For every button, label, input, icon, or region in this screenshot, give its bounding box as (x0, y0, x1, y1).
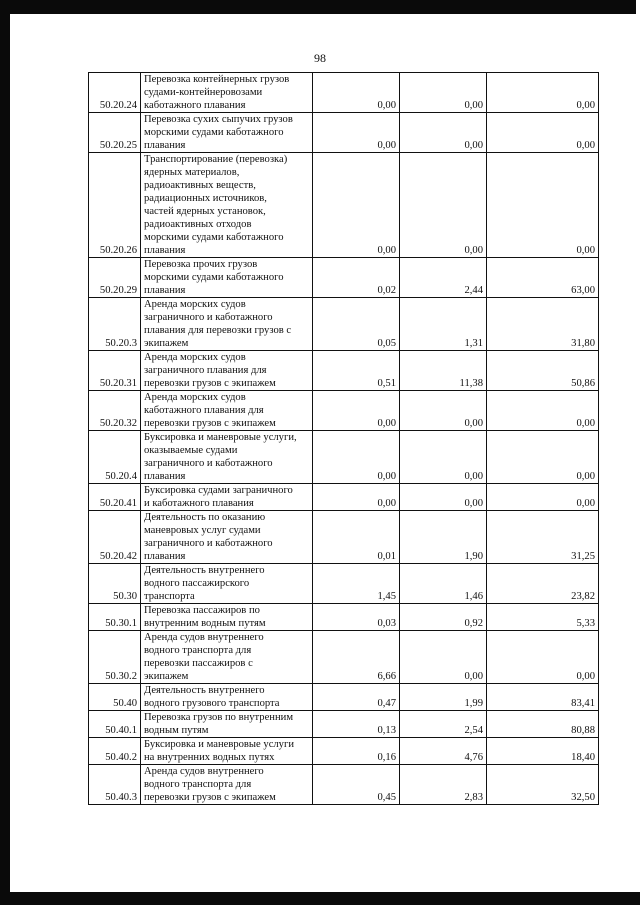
table-row (89, 258, 599, 298)
row-code: 50.20.31 (99, 378, 137, 389)
row-code: 50.40 (113, 698, 137, 709)
row-value-1-cell (313, 564, 400, 604)
row-value-1-cell (313, 484, 400, 511)
row-name-cell (141, 484, 313, 511)
scan-border-top (8, 0, 636, 14)
row-value-3: 32,50 (571, 792, 595, 803)
row-value-1-cell (313, 73, 400, 113)
row-value-2-cell (400, 711, 487, 738)
row-value-2: 1,31 (464, 338, 483, 349)
row-value-3: 63,00 (571, 285, 595, 296)
row-code-cell (89, 391, 141, 431)
row-code: 50.20.3 (105, 338, 137, 349)
row-code-cell (89, 511, 141, 564)
row-value-3: 0,00 (576, 471, 595, 482)
row-code: 50.20.41 (99, 498, 137, 509)
data-table (88, 72, 599, 805)
row-value-2: 1,46 (464, 591, 483, 602)
row-value-3-cell (487, 113, 599, 153)
row-value-2: 2,54 (464, 725, 483, 736)
row-name: Транспортирование (перевозка) ядерных материалов, радиоактивных веществ, радиационных источников, частей ядерных установок, радиоактивных отходов морскими судами каботажного плавания (144, 154, 288, 256)
row-value-3-cell (487, 564, 599, 604)
row-value-1: 0,47 (377, 698, 396, 709)
row-value-3-cell (487, 258, 599, 298)
row-name-cell (141, 684, 313, 711)
row-code: 50.30.1 (105, 618, 137, 629)
row-code-cell (89, 258, 141, 298)
row-value-3: 31,80 (571, 338, 595, 349)
row-name: Аренда судов внутреннего водного транспорта для перевозки пассажиров с экипажем (144, 632, 264, 682)
table-row (89, 153, 599, 258)
row-value-1-cell (313, 258, 400, 298)
row-name-cell (141, 73, 313, 113)
row-value-2: 0,00 (464, 245, 483, 256)
row-value-3-cell (487, 604, 599, 631)
table-row (89, 431, 599, 484)
row-value-1: 0,51 (377, 378, 396, 389)
table-row (89, 631, 599, 684)
row-name: Аренда судов внутреннего водного транспорта для перевозки грузов с экипажем (144, 766, 276, 803)
row-value-2-cell (400, 631, 487, 684)
row-value-3-cell (487, 431, 599, 484)
row-value-1: 0,45 (377, 792, 396, 803)
row-value-1-cell (313, 511, 400, 564)
row-value-3: 23,82 (571, 591, 595, 602)
row-name-cell (141, 431, 313, 484)
row-name-cell (141, 511, 313, 564)
row-name-cell (141, 391, 313, 431)
row-value-3-cell (487, 298, 599, 351)
row-value-3: 0,00 (576, 498, 595, 509)
row-value-3: 0,00 (576, 245, 595, 256)
table-row (89, 738, 599, 765)
table-row (89, 298, 599, 351)
row-value-2: 0,00 (464, 671, 483, 682)
row-value-2: 0,00 (464, 471, 483, 482)
row-value-1: 6,66 (377, 671, 396, 682)
row-name-cell (141, 604, 313, 631)
row-value-2-cell (400, 738, 487, 765)
row-name: Перевозка пассажиров по внутренним водным путям (144, 605, 266, 629)
row-name-cell (141, 351, 313, 391)
table-row (89, 711, 599, 738)
row-value-3: 31,25 (571, 551, 595, 562)
row-name-cell (141, 711, 313, 738)
row-value-1: 0,13 (377, 725, 396, 736)
row-value-2: 4,76 (464, 752, 483, 763)
row-value-3-cell (487, 711, 599, 738)
row-value-2-cell (400, 564, 487, 604)
row-value-2-cell (400, 351, 487, 391)
row-code: 50.20.29 (99, 285, 137, 296)
row-name: Деятельность внутреннего водного пассажирского транспорта (144, 565, 265, 602)
row-value-1: 0,05 (377, 338, 396, 349)
table-row (89, 484, 599, 511)
row-name-cell (141, 738, 313, 765)
row-code: 50.40.3 (105, 792, 137, 803)
row-value-1: 0,03 (377, 618, 396, 629)
row-code-cell (89, 738, 141, 765)
row-value-2: 0,00 (464, 498, 483, 509)
row-value-3: 0,00 (576, 140, 595, 151)
row-name: Деятельность внутреннего водного грузового транспорта (144, 685, 280, 709)
row-name: Перевозка грузов по внутренним водным путям (144, 712, 294, 736)
row-code-cell (89, 153, 141, 258)
row-value-2: 1,99 (464, 698, 483, 709)
row-value-2: 0,00 (464, 100, 483, 111)
row-value-1: 1,45 (377, 591, 396, 602)
table-row (89, 511, 599, 564)
row-value-2-cell (400, 73, 487, 113)
row-name: Аренда морских судов каботажного плавания для перевозки грузов с экипажем (144, 392, 276, 429)
table-row (89, 391, 599, 431)
row-value-1-cell (313, 738, 400, 765)
row-value-2-cell (400, 431, 487, 484)
row-value-3: 83,41 (571, 698, 595, 709)
row-value-2-cell (400, 511, 487, 564)
row-value-1: 0,16 (377, 752, 396, 763)
row-value-3-cell (487, 153, 599, 258)
row-value-2-cell (400, 684, 487, 711)
row-value-1-cell (313, 113, 400, 153)
row-value-2-cell (400, 484, 487, 511)
row-value-2-cell (400, 765, 487, 805)
row-name-cell (141, 298, 313, 351)
table-row (89, 351, 599, 391)
row-code-cell (89, 684, 141, 711)
row-code-cell (89, 351, 141, 391)
row-code-cell (89, 711, 141, 738)
row-value-1-cell (313, 298, 400, 351)
row-value-2-cell (400, 391, 487, 431)
row-value-1: 0,00 (377, 245, 396, 256)
row-value-2: 0,00 (464, 140, 483, 151)
row-value-3-cell (487, 484, 599, 511)
row-value-3-cell (487, 738, 599, 765)
row-value-3: 0,00 (576, 100, 595, 111)
row-value-2: 1,90 (464, 551, 483, 562)
row-value-3-cell (487, 765, 599, 805)
row-code: 50.20.26 (99, 245, 137, 256)
row-name: Аренда морских судов заграничного плавания для перевозки грузов с экипажем (144, 352, 276, 389)
table-row (89, 113, 599, 153)
row-name-cell (141, 258, 313, 298)
row-name-cell (141, 113, 313, 153)
row-value-2: 11,38 (459, 378, 483, 389)
row-value-3-cell (487, 73, 599, 113)
row-value-1: 0,00 (377, 471, 396, 482)
row-code-cell (89, 484, 141, 511)
row-value-3: 18,40 (571, 752, 595, 763)
row-code-cell (89, 564, 141, 604)
row-code-cell (89, 298, 141, 351)
row-code-cell (89, 431, 141, 484)
table-row (89, 684, 599, 711)
row-code: 50.20.32 (99, 418, 137, 429)
row-code-cell (89, 113, 141, 153)
row-value-1: 0,01 (377, 551, 396, 562)
row-value-1-cell (313, 351, 400, 391)
table-row (89, 765, 599, 805)
row-value-1: 0,00 (377, 140, 396, 151)
scan-border-left (0, 0, 10, 905)
row-value-1-cell (313, 153, 400, 258)
row-name: Буксировка и маневровые услуги на внутренних водных путях (144, 739, 294, 763)
row-value-3-cell (487, 391, 599, 431)
row-value-1: 0,02 (377, 285, 396, 296)
row-value-1-cell (313, 431, 400, 484)
row-code-cell (89, 631, 141, 684)
row-code: 50.20.42 (99, 551, 137, 562)
row-value-3: 0,00 (576, 418, 595, 429)
row-value-1: 0,00 (377, 418, 396, 429)
table-row (89, 564, 599, 604)
row-code: 50.20.24 (99, 100, 137, 111)
row-code: 50.30.2 (105, 671, 137, 682)
row-value-2-cell (400, 298, 487, 351)
table-row (89, 604, 599, 631)
row-name: Буксировка и маневровые услуги, оказываемые судами заграничного и каботажного плавания (144, 432, 297, 482)
row-value-2: 2,44 (464, 285, 483, 296)
row-value-1-cell (313, 684, 400, 711)
row-value-2: 2,83 (464, 792, 483, 803)
row-value-1-cell (313, 631, 400, 684)
row-value-1-cell (313, 604, 400, 631)
row-value-3: 80,88 (571, 725, 595, 736)
row-name: Перевозка контейнерных грузов судами-контейнеровозами каботажного плавания (144, 74, 290, 111)
row-name-cell (141, 564, 313, 604)
row-value-2-cell (400, 604, 487, 631)
row-value-2: 0,92 (464, 618, 483, 629)
row-code: 50.40.1 (105, 725, 137, 736)
row-code: 50.30 (113, 591, 137, 602)
row-value-2-cell (400, 258, 487, 298)
row-name: Буксировка судами заграничного и каботажного плавания (144, 485, 293, 509)
row-value-1-cell (313, 765, 400, 805)
row-code: 50.20.4 (105, 471, 137, 482)
row-value-1-cell (313, 391, 400, 431)
page-number: 98 (314, 51, 326, 65)
row-value-2-cell (400, 113, 487, 153)
row-name: Деятельность по оказанию маневровых услуг судами заграничного и каботажного плавания (144, 512, 273, 562)
row-value-1: 0,00 (377, 498, 396, 509)
row-value-1-cell (313, 711, 400, 738)
row-value-3-cell (487, 511, 599, 564)
row-code-cell (89, 765, 141, 805)
row-value-3: 0,00 (576, 671, 595, 682)
row-name: Аренда морских судов заграничного и каботажного плавания для перевозки грузов с экипажем (144, 299, 292, 349)
row-name-cell (141, 765, 313, 805)
row-value-3-cell (487, 684, 599, 711)
row-value-3-cell (487, 631, 599, 684)
row-value-2-cell (400, 153, 487, 258)
row-value-1: 0,00 (377, 100, 396, 111)
row-value-3-cell (487, 351, 599, 391)
table-row (89, 73, 599, 113)
row-value-3: 50,86 (571, 378, 595, 389)
row-name-cell (141, 153, 313, 258)
row-code-cell (89, 73, 141, 113)
row-code: 50.40.2 (105, 752, 137, 763)
row-code-cell (89, 604, 141, 631)
row-name-cell (141, 631, 313, 684)
scan-border-bottom (0, 892, 640, 905)
row-name: Перевозка прочих грузов морскими судами каботажного плавания (144, 259, 284, 296)
row-code: 50.20.25 (99, 140, 137, 151)
row-name: Перевозка сухих сыпучих грузов морскими судами каботажного плавания (144, 114, 293, 151)
row-value-3: 5,33 (576, 618, 595, 629)
row-value-2: 0,00 (464, 418, 483, 429)
